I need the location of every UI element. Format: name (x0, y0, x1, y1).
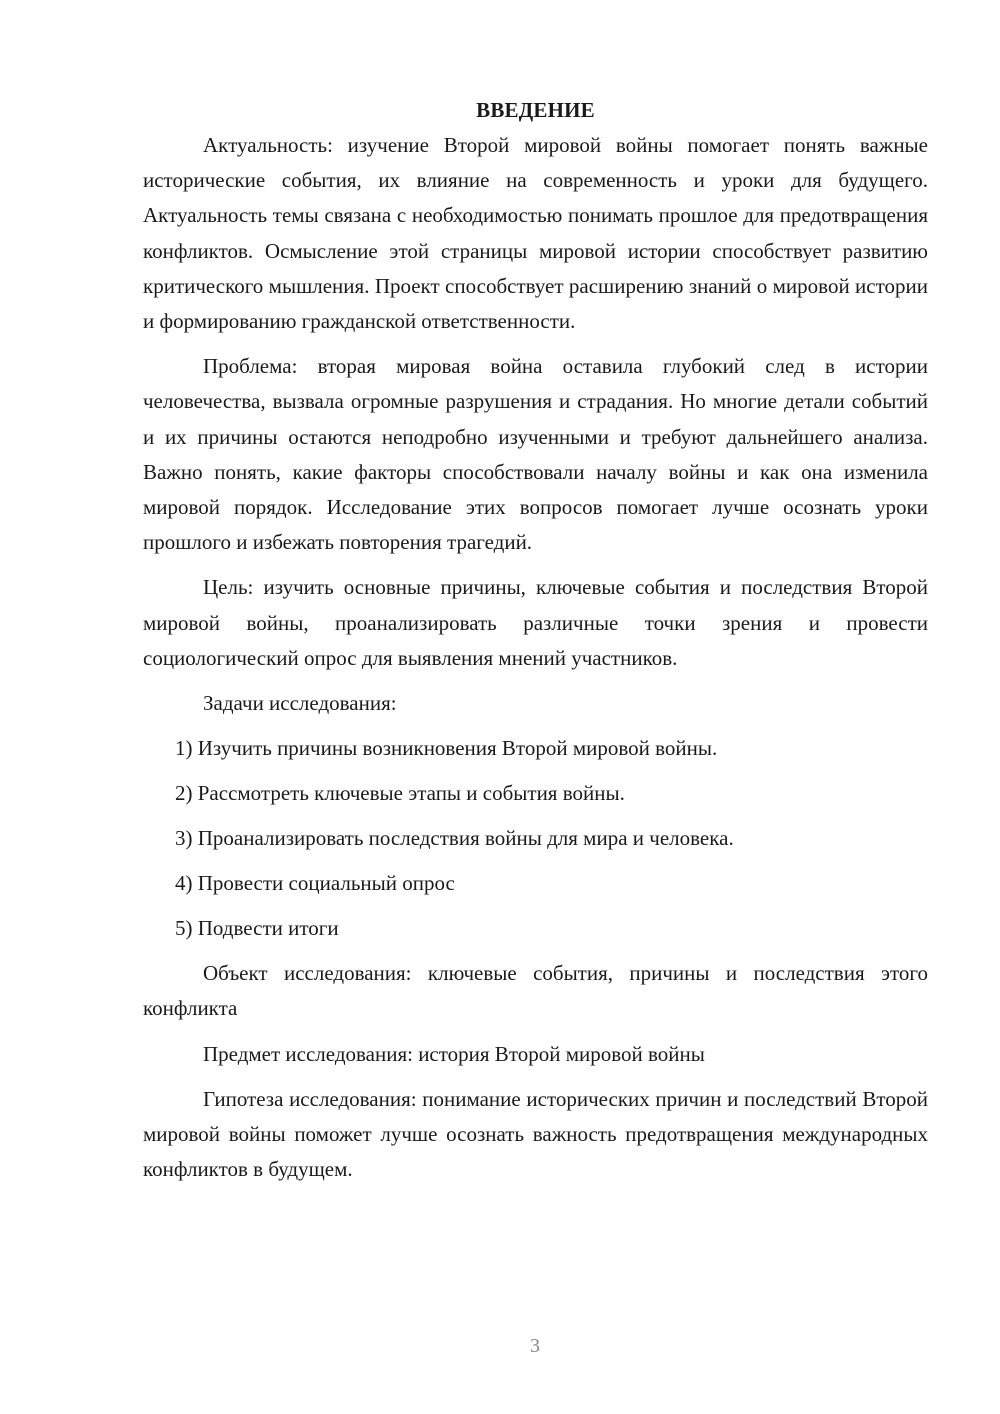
task-item-5: 5) Подвести итоги (175, 916, 339, 941)
page-number: 3 (530, 1335, 540, 1357)
paragraph-goal: Цель: изучить основные причины, ключевые события и последствия Второй мировой войны, проанализировать различные точки зрения и провести социологический опрос для выявления мнений участников. (143, 575, 928, 670)
task-item-3: 3) Проанализировать последствия войны для мира и человека. (175, 826, 734, 851)
paragraph-problem: Проблема: вторая мировая война оставила глубокий след в истории человечества, вызвала огромные разрушения и страдания. Но многие детали событий и их причины остаются неподробно изученными и требуют дальнейшего анализа. Важно понять, какие факторы способствовали началу войны и как она изменила мировой порядок. Исследование этих вопросов помогает лучше осознать уроки прошлого и избежать повторения трагедий. (143, 354, 928, 555)
task-item-4: 4) Провести социальный опрос (175, 871, 455, 896)
paragraph-object: Объект исследования: ключевые события, причины и последствия этого конфликта (143, 961, 928, 1021)
page-heading: ВВЕДЕНИЕ (476, 98, 595, 122)
paragraph-tasks-heading: Задачи исследования: (203, 691, 397, 716)
page-content (143, 95, 928, 1197)
paragraph-subject: Предмет исследования: история Второй мировой войны (203, 1041, 705, 1066)
paragraph-relevance: Актуальность: изучение Второй мировой войны помогает понять важные исторические события, их влияние на современность и уроки для будущего. Актуальность темы связана с необходимостью понимать прошлое для предотвращения конфликтов. Осмысление этой страницы мировой истории способствует развитию критического мышления. Проект способствует расширению знаний о мировой истории и формированию гражданской ответственности. (143, 133, 928, 334)
task-item-1: 1) Изучить причины возникновения Второй мировой войны. (175, 736, 718, 761)
paragraph-hypothesis: Гипотеза исследования: понимание исторических причин и последствий Второй мировой войны поможет лучше осознать важность предотвращения международных конфликтов в будущем. (143, 1086, 928, 1182)
task-item-2: 2) Рассмотреть ключевые этапы и события войны. (175, 781, 625, 806)
